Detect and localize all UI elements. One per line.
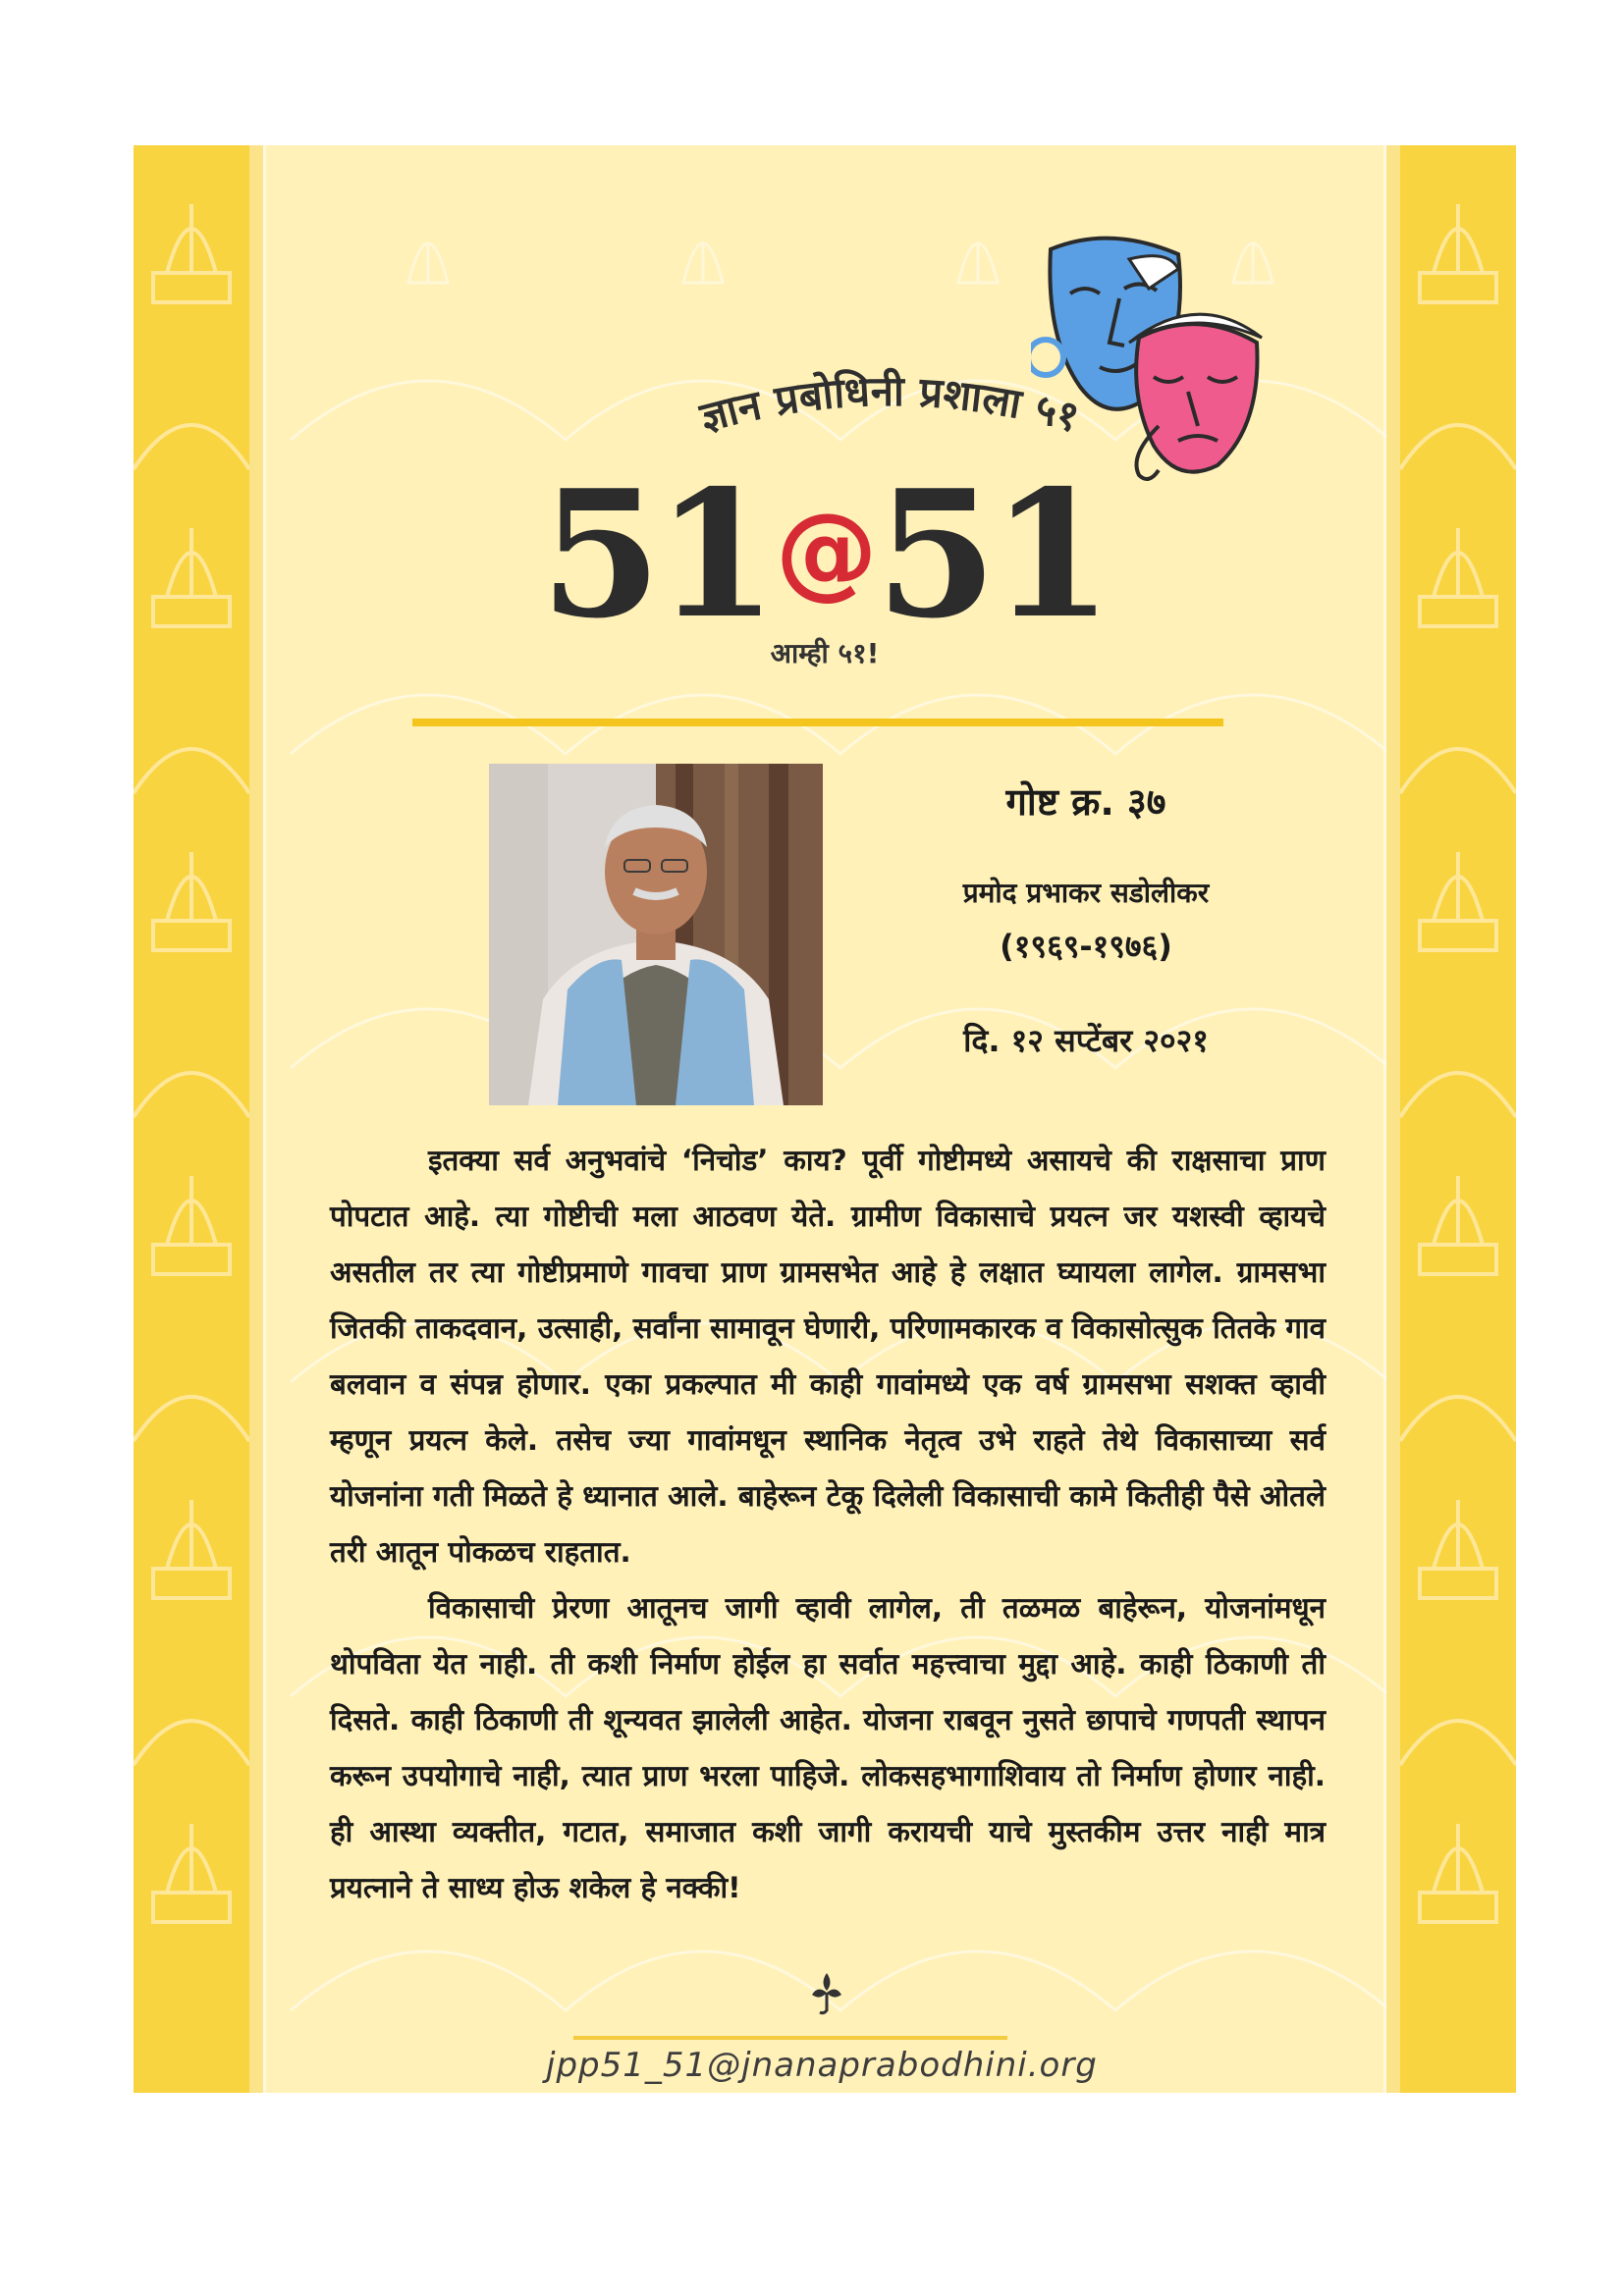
left-inner-rule <box>249 145 263 2093</box>
org-name-text: ज्ञान प्रबोधिनी प्रशाला ५१ <box>695 366 1085 442</box>
header-divider <box>412 719 1223 726</box>
story-date: दि. १२ सप्टेंबर २०२१ <box>963 1022 1209 1059</box>
author-years: (१९६९-१९७६) <box>1000 928 1172 965</box>
left-inner-edge <box>263 145 266 2093</box>
portrait-illustration <box>489 764 823 1105</box>
right-inner-rule <box>1386 145 1400 2093</box>
logo-subtitle: आम्ही ५१! <box>770 637 880 669</box>
author-name: प्रमोद प्रभाकर सडोलीकर <box>962 877 1210 909</box>
story-body <box>330 1133 1326 1916</box>
contact-email: jpp51_51@jnanaprabodhini.org <box>546 2046 1098 2085</box>
svg-text:ज्ञान प्रबोधिनी प्रशाला ५१ <box>694 367 1084 442</box>
right-border-band <box>1400 145 1516 2093</box>
author-portrait-photo <box>489 764 823 1105</box>
theatre-masks-icon <box>1031 230 1267 485</box>
left-border-band <box>134 145 249 2093</box>
title-left-number: 51 <box>540 452 772 657</box>
title-right-number: 51 <box>875 452 1108 657</box>
body-paragraph-1: इतक्या सर्व अनुभवांचे ‘निचोड’ काय? पूर्वी गोष्टीमध्ये असायचे की राक्षसाचा प्राण पोपटात आहे. त्या गोष्टीची मला आठवण येते. ग्रामीण विकासाचे प्रयत्न जर यशस्वी व्हायचे असतील तर त्या गोष्टीप्रमाणे गावचा प्राण ग्रामसभेत आहे हे लक्षात घ्यायला लागेल. ग्रामसभा जितकी ताकदवान, उत्साही, सर्वांना सामावून घेणारी, परिणामकारक व विकासोत्सुक तितके गाव बलवान व संपन्न होणार. एका प्रकल्पात मी काही गावांमध्ये एक वर्ष ग्रामसभा सशक्त व्हावी म्हणून प्रयत्न केले. तसेच ज्या गावांमधून स्थानिक नेतृत्व उभे राहते तेथे विकासाच्या सर्व योजनांना गती मिळते हे ध्यानात आले. बाहेरून टेकू दिलेली विकासाची कामे कितीही पैसे ओतले तरी आतून पोकळच राहतात. <box>330 1144 1326 1569</box>
story-number: गोष्ट क्र. ३७ <box>1005 780 1166 824</box>
left-border-motif <box>134 145 249 2093</box>
title-at-sign: @ <box>775 491 872 611</box>
fleuron-ornament-icon <box>810 1971 843 2016</box>
footer-divider <box>573 2036 1007 2040</box>
right-inner-edge <box>1383 145 1386 2093</box>
poster-sheet <box>134 145 1516 2093</box>
body-paragraph-2: विकासाची प्रेरणा आतूनच जागी व्हावी लागेल, ती तळमळ बाहेरून, योजनांमधून थोपविता येत नाही. ती कशी निर्माण होईल हा सर्वात महत्त्वाचा मुद्दा आहे. काही ठिकाणी ती दिसते. काही ठिकाणी ती शून्यवत झालेली आहेत. योजना राबवून नुसते छापाचे गणपती स्थापन करून उपयोगाचे नाही, त्यात प्राण भरला पाहिजे. लोकसहभागाशिवाय तो निर्माण होणार नाही. ही आस्था व्यक्तीत, गटात, समाजात कशी जागी करायची याचे मुस्तकीम उत्तर नाही मात्र प्रयत्नाने ते साध्य होऊ शकेल हे नक्की! <box>330 1591 1326 1904</box>
right-border-motif <box>1400 145 1516 2093</box>
